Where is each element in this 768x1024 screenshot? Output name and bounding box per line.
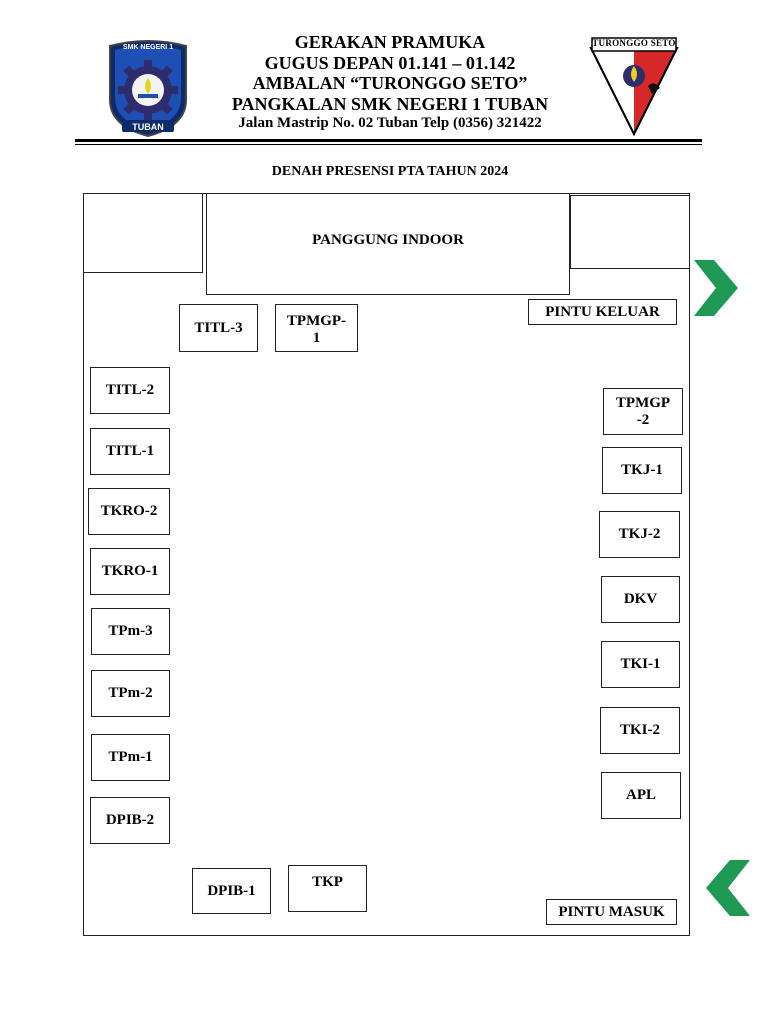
header-rule-thick [75, 139, 702, 142]
station-label: TITL-2 [105, 382, 155, 398]
station-left-5 [91, 608, 170, 655]
station-label: TKI-2 [619, 722, 660, 738]
entrance-arrow-icon [704, 860, 750, 916]
station-label: APL [626, 787, 656, 803]
station-left-8 [90, 797, 170, 844]
station-top-1 [179, 304, 258, 352]
station-right-2 [602, 447, 682, 494]
station-bottom-2 [288, 865, 367, 912]
station-left-6 [91, 670, 170, 717]
station-right-4 [601, 576, 680, 623]
station-label: TKJ-1 [621, 462, 663, 478]
station-right-5 [601, 641, 680, 688]
station-bottom-1 [192, 868, 271, 914]
stage-label: PANGGUNG INDOOR [312, 232, 464, 248]
station-label: TPm-2 [108, 685, 153, 701]
ambalan-logo-banner: TURONGGO SETO [592, 38, 676, 48]
entrance-door [546, 899, 677, 925]
station-left-1 [90, 367, 170, 414]
station-label: TKI-1 [620, 656, 661, 672]
station-top-2 [275, 304, 358, 352]
school-logo-text-top: SMK NEGERI 1 [122, 44, 174, 51]
stage [206, 193, 570, 295]
header-gugus: GUGUS DEPAN 01.141 – 01.142 [264, 53, 516, 73]
station-right-7 [601, 772, 681, 819]
header-pangkalan: PANGKALAN SMK NEGERI 1 TUBAN [231, 94, 549, 114]
exit-arrow-icon [694, 260, 740, 316]
station-label: TPMGP -2 [615, 394, 671, 428]
station-left-7 [91, 734, 170, 781]
station-label: TKRO-1 [101, 563, 159, 579]
station-right-6 [600, 707, 680, 754]
corner-room-left [83, 193, 203, 273]
header-org: GERAKAN PRAMUKA [294, 32, 486, 52]
station-label: DPIB-1 [207, 882, 256, 899]
station-left-3 [88, 488, 170, 535]
station-right-1 [603, 388, 683, 435]
doc-title: DENAH PRESENSI PTA TAHUN 2024 [271, 164, 509, 179]
corner-room-right [570, 195, 690, 269]
station-label: TPm-1 [108, 749, 153, 765]
station-label: DKV [623, 591, 658, 607]
station-label: TKP [312, 874, 343, 890]
station-label: TKJ-2 [618, 526, 661, 542]
station-left-4 [90, 548, 170, 595]
station-label: TKRO-2 [100, 503, 158, 519]
entrance-door-label: PINTU MASUK [558, 903, 665, 920]
ambalan-logo [588, 36, 680, 136]
header-rule-thin [75, 144, 702, 145]
station-label: TPMGP- 1 [286, 313, 347, 346]
station-label: TPm-3 [108, 623, 153, 639]
exit-door-label: PINTU KELUAR [545, 303, 660, 320]
school-logo-text-bottom: TUBAN [132, 122, 164, 132]
station-label: TITL-1 [105, 443, 155, 459]
station-left-2 [90, 428, 170, 475]
station-label: DPIB-2 [105, 812, 155, 828]
header-ambalan: AMBALAN “TURONGGO SETO” [252, 73, 528, 93]
exit-door [528, 299, 677, 325]
header-address: Jalan Mastrip No. 02 Tuban Telp (0356) 321422 [238, 115, 542, 131]
station-right-3 [599, 511, 680, 558]
station-label: TITL-3 [194, 319, 243, 336]
